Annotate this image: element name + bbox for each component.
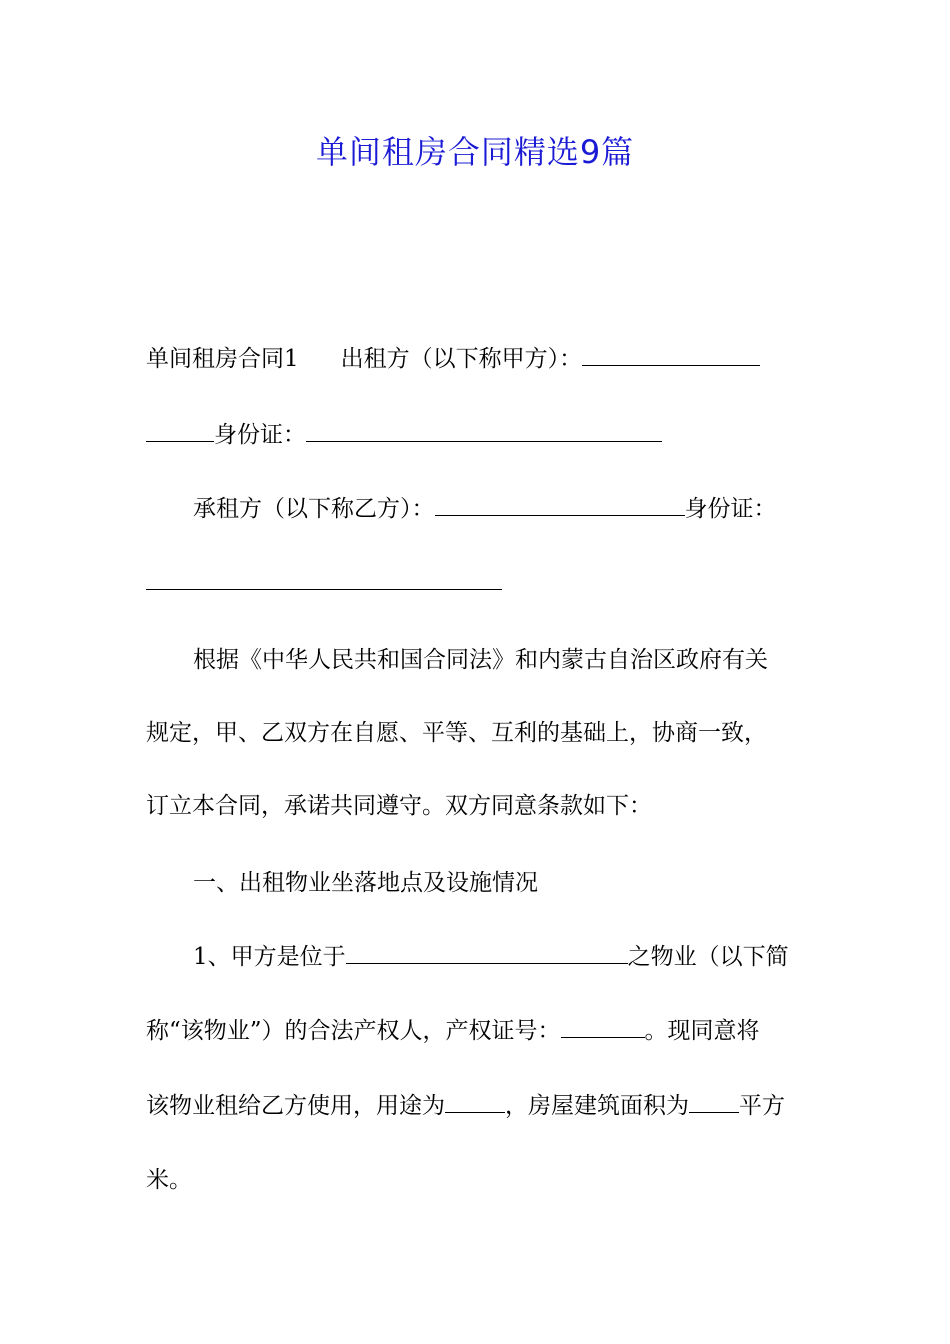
lessee-label: 承租方（以下称乙方）： (193, 496, 435, 522)
clause-text: 该物业租给乙方使用，用途为 (146, 1093, 445, 1119)
clause-text: 。现同意将 (644, 1018, 760, 1044)
lessor-id-label: 身份证： (214, 422, 306, 448)
contract-header-line (146, 342, 806, 376)
property-location-blank (346, 941, 628, 964)
clause-line: 米。 (146, 1167, 192, 1193)
lessor-id-line (146, 418, 806, 452)
lessee-id-blank (146, 567, 502, 590)
area-blank (689, 1090, 739, 1113)
lessee-line (193, 492, 806, 526)
certificate-number-blank (561, 1015, 645, 1038)
clause-line (146, 1014, 806, 1048)
paragraph-line: 根据《中华人民共和国合同法》和内蒙古自治区政府有关 (193, 647, 768, 673)
lessor-id-blank (306, 419, 662, 442)
paragraph-line: 规定，甲、乙双方在自愿、平等、互利的基础上，协商一致， (146, 720, 767, 746)
lessor-name-blank-cont (146, 419, 214, 442)
lessor-name-blank (582, 343, 760, 366)
clause-text: 平方 (739, 1093, 785, 1119)
clause-text: 1、甲方是位于 (193, 944, 346, 970)
document-title: 单间租房合同精选9篇 (315, 133, 635, 171)
lessee-id-label: 身份证： (684, 496, 777, 522)
clause-line (146, 1089, 806, 1123)
clause-line (193, 940, 806, 974)
contract-number: 单间租房合同1 (146, 346, 299, 372)
clause-text: 称“该物业”）的合法产权人，产权证号： (146, 1018, 561, 1044)
usage-blank (445, 1090, 505, 1113)
lessee-name-blank (435, 493, 685, 516)
clause-text: 之物业（以下简 (627, 944, 789, 970)
lessor-label: 出租方（以下称甲方）： (340, 346, 583, 372)
section-heading: 一、出租物业坐落地点及设施情况 (193, 870, 538, 896)
clause-text: ，房屋建筑面积为 (505, 1093, 689, 1119)
paragraph-line: 订立本合同，承诺共同遵守。双方同意条款如下： (146, 793, 652, 819)
lessee-id-line (146, 566, 806, 600)
